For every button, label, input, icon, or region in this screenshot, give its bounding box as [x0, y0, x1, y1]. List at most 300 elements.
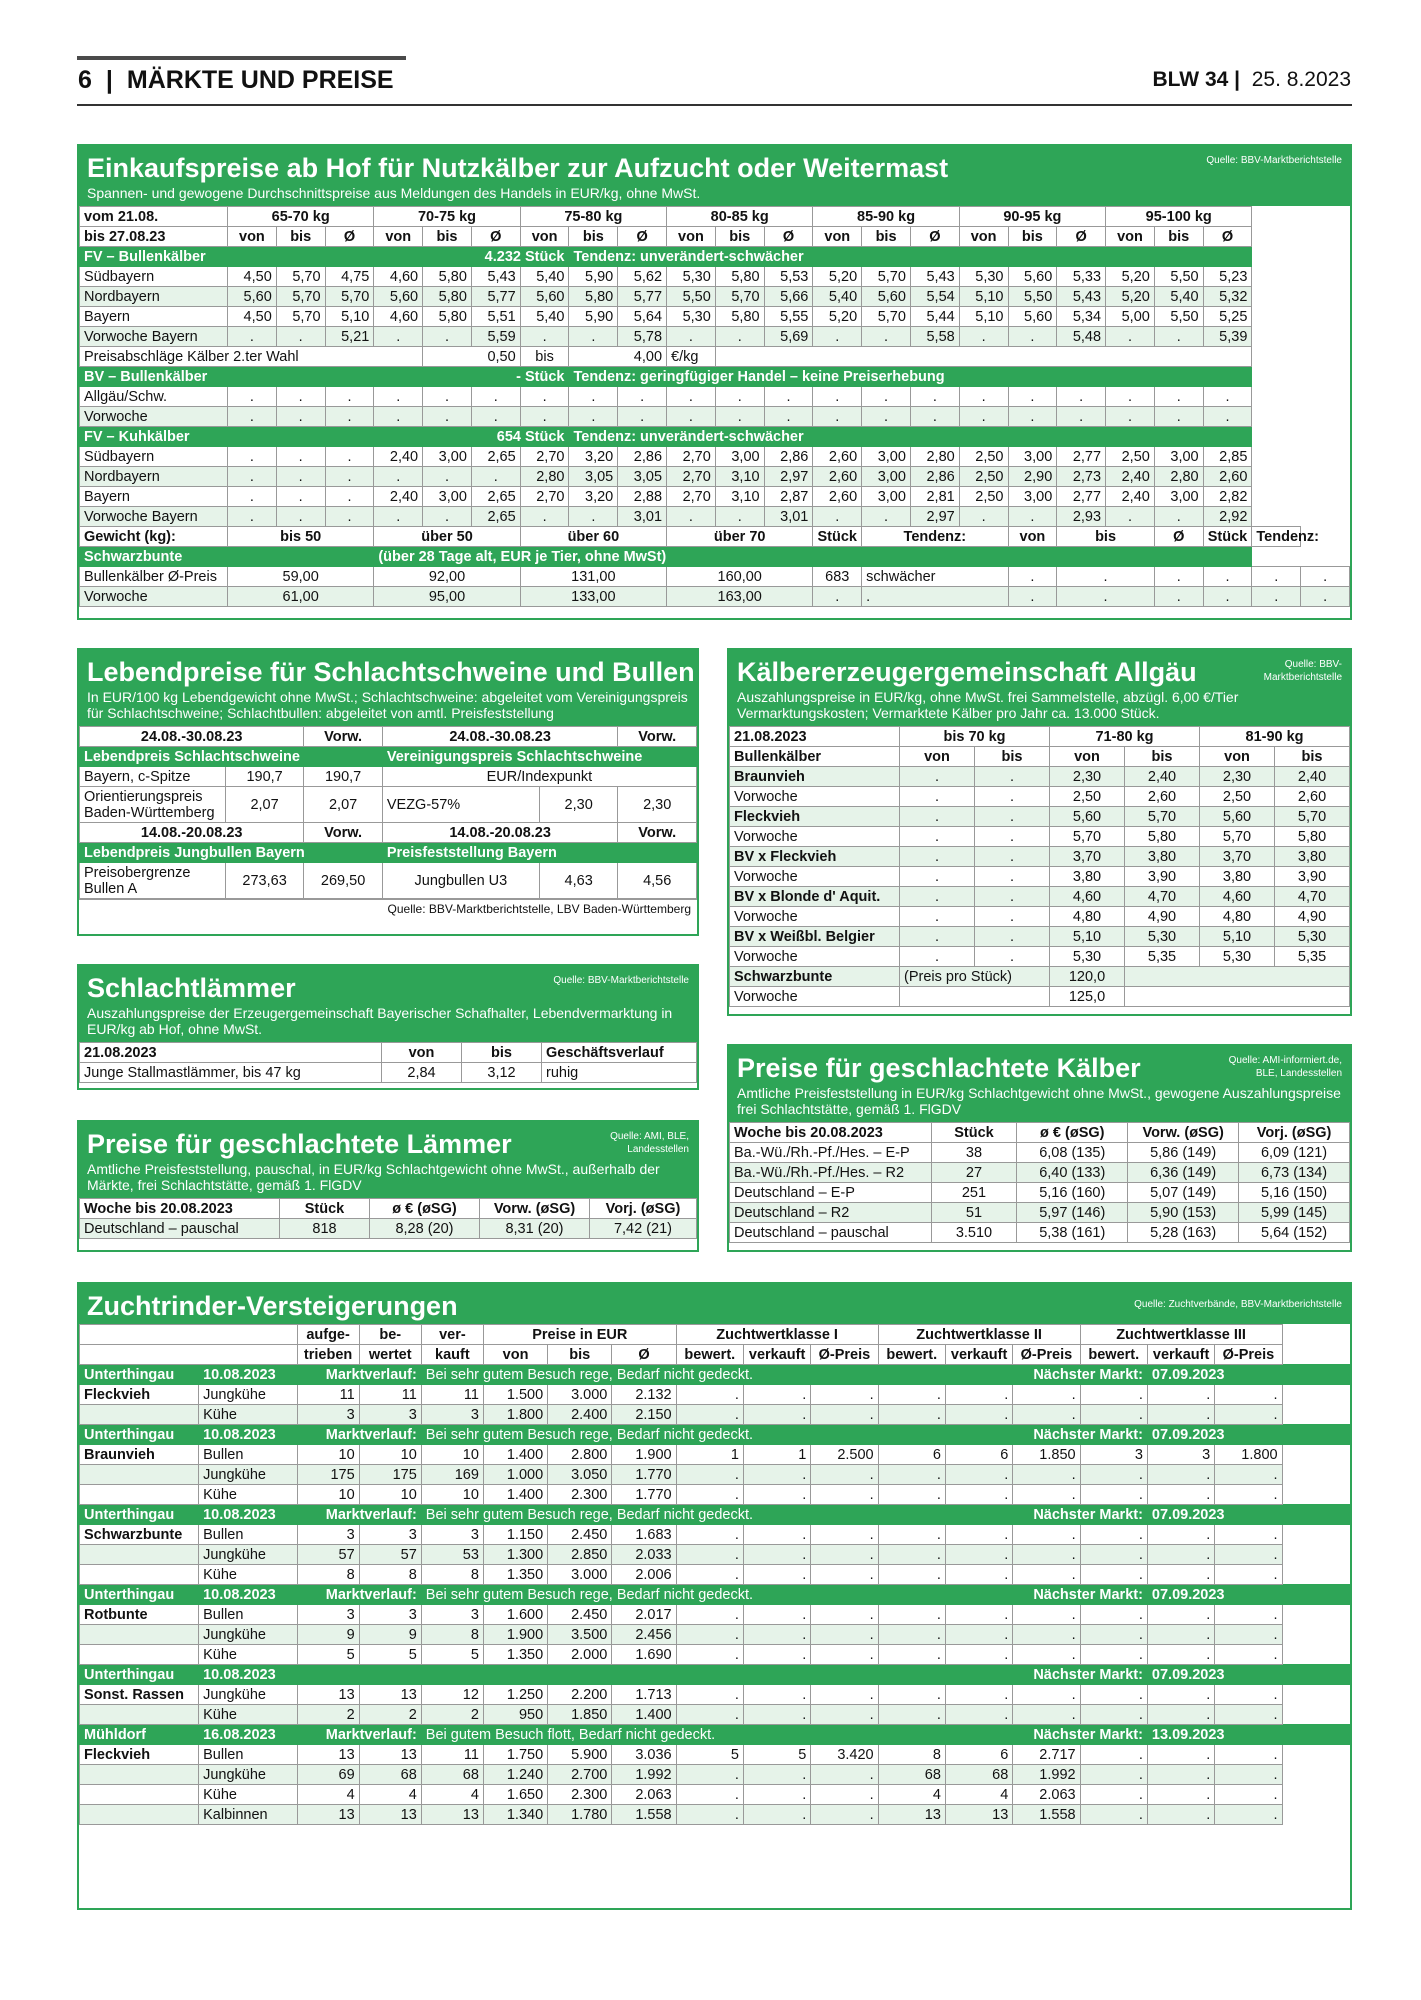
table-cell: . [676, 1685, 743, 1705]
lambs-cell: ruhig [542, 1063, 697, 1083]
table-cell: Bullen [199, 1525, 297, 1545]
table-cell: . [811, 1805, 878, 1825]
table-cell: 5,20 [1106, 287, 1155, 307]
breeding-th: Ø-Preis [811, 1345, 878, 1365]
table-cell: . [676, 1805, 743, 1825]
table-cell: . [276, 387, 325, 407]
table-cell: . [878, 1545, 945, 1565]
sub-header: von [900, 747, 975, 767]
table-cell: 1.780 [548, 1805, 612, 1825]
table-cell: . [1080, 1765, 1147, 1785]
table-cell: Vorwoche [80, 407, 228, 427]
table-cell: 4 [945, 1785, 1012, 1805]
table-row [730, 1143, 1350, 1163]
table-cell: . [228, 487, 277, 507]
table-cell: 5,70 [1125, 807, 1200, 827]
table-cell: 2,60 [1275, 787, 1350, 807]
table-cell: . [325, 447, 374, 467]
table-cell: 4,50 [228, 267, 277, 287]
table-cell: 11 [359, 1385, 421, 1405]
market-label [297, 1665, 421, 1685]
table-cell: . [813, 587, 862, 607]
table-row [80, 547, 1350, 567]
table-cell: 5,60 [1200, 807, 1275, 827]
table-cell: 2,40 [1106, 487, 1155, 507]
table-cell: 11 [421, 1745, 483, 1765]
table-cell: 3.510 [931, 1223, 1017, 1243]
table-cell: BV x Fleckvieh [730, 847, 900, 867]
table-cell: Jungkühe [199, 1625, 297, 1645]
table-cell: 10 [297, 1445, 359, 1465]
table-cell: . [1215, 1685, 1282, 1705]
slambs-cell: 7,42 (21) [590, 1219, 697, 1239]
table-cell: . [878, 1525, 945, 1545]
pigs-cell: Preisobergrenze Bullen A [80, 863, 226, 899]
table-cell: . [1013, 1605, 1080, 1625]
table-row [80, 1365, 1350, 1385]
table-row [730, 767, 1350, 787]
surcharge-value-2: 4,00 [569, 347, 667, 367]
table-cell: . [862, 587, 1008, 607]
table-cell: 6,73 (134) [1239, 1163, 1350, 1183]
table-cell: 3 [359, 1525, 421, 1545]
table-cell: 2,92 [1203, 507, 1252, 527]
table-cell: . [900, 907, 975, 927]
table-cell [1282, 1425, 1349, 1445]
table-cell: 3,20 [569, 447, 618, 467]
table-row [80, 1765, 1350, 1785]
table-cell: . [878, 1405, 945, 1425]
sub-header: bis [1008, 227, 1057, 247]
table-cell: 2.033 [612, 1545, 676, 1565]
table-cell: . [676, 1645, 743, 1665]
breeding-th: Zuchtwertklasse II [878, 1325, 1080, 1345]
table-cell: . [1080, 1545, 1147, 1565]
table-cell: . [471, 467, 520, 487]
table-cell: . [945, 1645, 1012, 1665]
table-cell: 3,10 [715, 487, 764, 507]
table-cell: 3.036 [612, 1745, 676, 1765]
table-cell: 5,30 [667, 307, 716, 327]
table-cell: 2,65 [471, 507, 520, 527]
schwarz-price: 120,0 [1050, 967, 1125, 987]
table-cell: Deutschland – E-P [730, 1183, 932, 1203]
table-cell: 5,30 [959, 267, 1008, 287]
table-cell: 5,30 [1200, 947, 1275, 967]
table-cell: 131,00 [520, 567, 666, 587]
table-cell: . [676, 1465, 743, 1485]
table-cell: 1.558 [612, 1805, 676, 1825]
table-cell: Allgäu/Schw. [80, 387, 228, 407]
table-cell: 2 [297, 1705, 359, 1725]
table-cell: 5,28 (163) [1128, 1223, 1239, 1243]
table-cell: 3,00 [423, 447, 472, 467]
table-cell: . [743, 1645, 810, 1665]
table-cell: . [1106, 507, 1155, 527]
table-cell: 3.050 [548, 1465, 612, 1485]
table-cell: . [743, 1485, 810, 1505]
table-cell: BV x Blonde d' Aquit. [730, 887, 900, 907]
table-row [730, 887, 1350, 907]
table-cell: 3 [421, 1525, 483, 1545]
table-cell: 5,16 (150) [1239, 1183, 1350, 1203]
table-row [730, 827, 1350, 847]
table-cell: 1.350 [483, 1645, 547, 1665]
table-cell: . [878, 1605, 945, 1625]
slaughter-lambs-box [77, 1120, 699, 1252]
table-cell: 2,65 [471, 447, 520, 467]
table-cell: 2,70 [520, 447, 569, 467]
market-place: Mühldorf [80, 1725, 199, 1745]
table-cell: 57 [297, 1545, 359, 1565]
table-cell: 5,70 [1050, 827, 1125, 847]
table-cell: . [520, 407, 569, 427]
table-cell: . [1013, 1705, 1080, 1725]
market-label: Marktverlauf: [297, 1585, 421, 1605]
table-cell: 3,00 [1154, 487, 1203, 507]
table-cell: 5,44 [910, 307, 959, 327]
table-cell: 3 [421, 1405, 483, 1425]
table-row [730, 1163, 1350, 1183]
breed-label: Braunvieh [80, 1445, 199, 1465]
table-row [80, 267, 1350, 287]
table-row [80, 1585, 1350, 1605]
table-cell: 2,77 [1057, 487, 1106, 507]
table-cell: 4,90 [1125, 907, 1200, 927]
table-cell [80, 1765, 199, 1785]
next-label: Nächster Markt: [1013, 1585, 1148, 1605]
table-cell: 169 [421, 1465, 483, 1485]
pigs-cell: 190,7 [225, 767, 304, 787]
breeding-th: verkauft [743, 1345, 810, 1365]
table-cell: Nordbayern [80, 287, 228, 307]
table-row [80, 1705, 1350, 1725]
market-desc: Bei gutem Besuch flott, Bedarf nicht gedeckt. [421, 1725, 1012, 1745]
table-cell: . [862, 327, 911, 347]
table-cell: 5,35 [1275, 947, 1350, 967]
sub-header: bis [1154, 227, 1203, 247]
table-cell: 5,50 [667, 287, 716, 307]
lambs-title-bar [79, 966, 697, 1042]
pigs-cell: Orientierungspreis Baden-Württemberg [80, 787, 226, 823]
table-cell: . [1147, 1385, 1214, 1405]
table-cell: 5,66 [764, 287, 813, 307]
schwarz-note: (Preis pro Stück) [900, 967, 1050, 987]
sub-header: von [1106, 227, 1155, 247]
table-cell: 5,40 [1154, 287, 1203, 307]
market-desc: Bei sehr gutem Besuch rege, Bedarf nicht gedeckt. [421, 1585, 1012, 1605]
table-cell: 5,70 [862, 267, 911, 287]
table-cell: Vorwoche [730, 867, 900, 887]
table-cell: 5,51 [471, 307, 520, 327]
table-cell: 1.300 [483, 1545, 547, 1565]
table-cell: 10 [297, 1485, 359, 1505]
table-row [80, 427, 1350, 447]
table-cell: 5,64 (152) [1239, 1223, 1350, 1243]
table-cell: . [1215, 1745, 1282, 1765]
table-cell: . [811, 1465, 878, 1485]
table-cell: 2,50 [1200, 787, 1275, 807]
sub-header: Ø [471, 227, 520, 247]
table-cell: 92,00 [374, 567, 520, 587]
market-date: 10.08.2023 [199, 1665, 297, 1685]
lambs-cell: 2,84 [382, 1063, 462, 1083]
breeding-th: verkauft [1147, 1345, 1214, 1365]
table-cell: 2,40 [374, 447, 423, 467]
table-cell: Braunvieh [730, 767, 900, 787]
table-cell: 2,30 [1200, 767, 1275, 787]
pigs-source: Quelle: BBV-Marktberichtstelle, LBV Baden-Württemberg [79, 899, 697, 918]
table-cell: 1 [676, 1445, 743, 1465]
slambs-source: Quelle: AMI, BLE, Landesstellen [610, 1131, 689, 1155]
pigs-prev-header-2: Vorw. [618, 727, 697, 747]
table-cell: . [975, 947, 1050, 967]
weight-col: Stück [813, 527, 862, 547]
table-cell: 3,90 [1125, 867, 1200, 887]
table-cell: . [975, 927, 1050, 947]
table-cell: . [743, 1385, 810, 1405]
table-cell: . [878, 1385, 945, 1405]
table-cell: 3,00 [715, 447, 764, 467]
table-cell: . [676, 1705, 743, 1725]
sub-header: bis [975, 747, 1050, 767]
scalves-th: Vorj. (øSG) [1239, 1123, 1350, 1143]
pigs-section-2: Vereinigungspreis Schlachtschweine [382, 747, 696, 767]
table-cell: 2,50 [1106, 447, 1155, 467]
table-row [80, 1545, 1350, 1565]
breed-label: Fleckvieh [80, 1385, 199, 1405]
table-cell: . [1008, 587, 1057, 607]
calves-title-bar [79, 146, 1350, 206]
sub-header: bis [1125, 747, 1200, 767]
table-cell: 4,80 [1200, 907, 1275, 927]
scalves-th: Woche bis 20.08.2023 [730, 1123, 932, 1143]
table-cell: . [945, 1605, 1012, 1625]
table-cell: 5 [297, 1645, 359, 1665]
table-cell: Deutschland – pauschal [730, 1223, 932, 1243]
table-cell: . [1106, 327, 1155, 347]
table-cell: . [1203, 407, 1252, 427]
table-cell: . [975, 907, 1050, 927]
table-cell: . [1203, 587, 1252, 607]
table-row [80, 1745, 1350, 1765]
table-cell [1282, 1665, 1349, 1685]
table-cell: 5,70 [276, 307, 325, 327]
table-cell: . [676, 1625, 743, 1645]
table-cell [80, 1485, 199, 1505]
breeding-th: Zuchtwertklasse I [676, 1325, 878, 1345]
table-cell: schwächer [862, 567, 1008, 587]
table-cell: . [1080, 1525, 1147, 1545]
pigs-cell: 2,30 [539, 787, 618, 823]
table-cell: . [1008, 507, 1057, 527]
table-cell: . [945, 1565, 1012, 1585]
table-cell: 4,60 [374, 307, 423, 327]
table-cell: Vorwoche [730, 827, 900, 847]
table-cell: 2.300 [548, 1785, 612, 1805]
table-cell: . [1147, 1565, 1214, 1585]
table-cell: 2.450 [548, 1605, 612, 1625]
table-cell: 2,86 [764, 447, 813, 467]
table-cell: 5,77 [618, 287, 667, 307]
table-cell: 10 [359, 1485, 421, 1505]
table-cell: 5,55 [764, 307, 813, 327]
table-cell: 4,90 [1275, 907, 1350, 927]
weight-label: Gewicht (kg): [80, 527, 228, 547]
pigs-table [79, 726, 697, 899]
market-desc [421, 1665, 1012, 1685]
table-cell: 5,80 [1125, 827, 1200, 847]
next-label: Nächster Markt: [1013, 1725, 1148, 1745]
table-cell: 2,97 [764, 467, 813, 487]
table-cell: 2.132 [612, 1385, 676, 1405]
pigs-cell: Jungbullen U3 [382, 863, 539, 899]
table-cell: 6,08 (135) [1017, 1143, 1128, 1163]
table-cell: 13 [297, 1805, 359, 1825]
table-cell: Nordbayern [80, 467, 228, 487]
table-cell: 2,60 [813, 467, 862, 487]
table-row [730, 747, 1350, 767]
table-cell: . [743, 1625, 810, 1645]
table-cell: . [1080, 1685, 1147, 1705]
table-cell: 2,60 [1203, 467, 1252, 487]
table-cell: 2,85 [1203, 447, 1252, 467]
table-cell: Vorwoche [730, 947, 900, 967]
table-cell: 2.500 [811, 1445, 878, 1465]
table-row [730, 847, 1350, 867]
table-cell: 5,99 (145) [1239, 1203, 1350, 1223]
table-cell: . [1013, 1645, 1080, 1665]
table-cell: 68 [878, 1765, 945, 1785]
table-cell: 2.150 [612, 1405, 676, 1425]
table-cell: . [811, 1705, 878, 1725]
table-cell: . [423, 467, 472, 487]
market-label: Marktverlauf: [297, 1505, 421, 1525]
weight-header: 81-90 kg [1200, 727, 1350, 747]
table-cell: 5,35 [1125, 947, 1200, 967]
table-cell: Bullen [199, 1445, 297, 1465]
table-cell: . [325, 407, 374, 427]
table-cell: 3.000 [548, 1565, 612, 1585]
table-cell: 5,70 [715, 287, 764, 307]
pigs-section-4: Preisfeststellung Bayern [382, 843, 696, 863]
table-row [730, 927, 1350, 947]
weight-header: 95-100 kg [1106, 207, 1252, 227]
table-cell: . [743, 1805, 810, 1825]
table-cell: . [715, 507, 764, 527]
table-cell: 5,70 [1275, 807, 1350, 827]
table-cell: 1.770 [612, 1465, 676, 1485]
table-cell: . [743, 1705, 810, 1725]
table-cell: 68 [359, 1765, 421, 1785]
table-cell: . [959, 407, 1008, 427]
table-cell: . [1057, 567, 1155, 587]
market-place: Unterthingau [80, 1585, 199, 1605]
table-cell: 3,00 [1008, 487, 1057, 507]
table-cell: . [228, 507, 277, 527]
table-cell: 5,32 [1203, 287, 1252, 307]
table-cell: . [1013, 1685, 1080, 1705]
table-cell: . [1080, 1645, 1147, 1665]
table-cell: 251 [931, 1183, 1017, 1203]
scalves-source: Quelle: AMI-informiert.de, BLE, Landesstellen [1228, 1055, 1342, 1079]
table-cell: . [569, 507, 618, 527]
table-row [80, 327, 1350, 347]
table-cell: . [862, 407, 911, 427]
table-cell: . [975, 867, 1050, 887]
table-cell [1282, 1365, 1349, 1385]
table-cell: 3 [1147, 1445, 1214, 1465]
table-cell: 2,77 [1057, 447, 1106, 467]
period-end: bis 27.08.23 [80, 227, 228, 247]
breeding-th: wertet [359, 1345, 421, 1365]
breeding-th: aufge- [297, 1325, 359, 1345]
sub-header: von [1200, 747, 1275, 767]
table-cell: . [1301, 567, 1350, 587]
table-cell: . [1057, 407, 1106, 427]
table-cell: 3,80 [1200, 867, 1275, 887]
table-row [730, 1123, 1350, 1143]
next-date: 07.09.2023 [1147, 1505, 1282, 1525]
table-cell: 2,50 [959, 467, 1008, 487]
table-cell: 6 [945, 1445, 1012, 1465]
table-cell: . [1147, 1745, 1214, 1765]
sub-header: bis [715, 227, 764, 247]
table-cell: 5,20 [1106, 267, 1155, 287]
table-cell: . [276, 507, 325, 527]
table-cell: 12 [421, 1685, 483, 1705]
table-cell: . [975, 807, 1050, 827]
table-cell: 5,86 (149) [1128, 1143, 1239, 1163]
table-cell: . [1252, 567, 1301, 587]
breeding-table [79, 1324, 1350, 1825]
table-cell: . [1154, 327, 1203, 347]
table-cell: . [715, 327, 764, 347]
lambs-th: von [382, 1043, 462, 1063]
table-cell: 5,70 [276, 287, 325, 307]
table-cell: 133,00 [520, 587, 666, 607]
table-cell: . [1013, 1405, 1080, 1425]
table-row [80, 407, 1350, 427]
market-date: 16.08.2023 [199, 1725, 297, 1745]
table-cell: 1.850 [548, 1705, 612, 1725]
table-cell: . [1080, 1405, 1147, 1425]
section-count: 4.232 Stück [423, 247, 569, 267]
table-cell: . [743, 1565, 810, 1585]
page-header-right: BLW 34 | 25. 8.2023 [1152, 68, 1351, 91]
pigs-cell: Bayern, c-Spitze [80, 767, 226, 787]
table-cell: . [520, 387, 569, 407]
table-cell: . [1215, 1765, 1282, 1785]
scalves-title-bar [729, 1046, 1350, 1122]
table-cell: . [878, 1685, 945, 1705]
table-cell: 3 [359, 1405, 421, 1425]
pigs-prev-header-3: Vorw. [304, 823, 383, 843]
table-cell: . [276, 407, 325, 427]
pigs-title-bar [79, 650, 697, 726]
table-cell: . [1147, 1525, 1214, 1545]
sub-header: Ø [325, 227, 374, 247]
table-cell: 5,62 [618, 267, 667, 287]
table-cell: . [878, 1485, 945, 1505]
sub-header: Ø [764, 227, 813, 247]
table-row [80, 1505, 1350, 1525]
table-cell: 2.456 [612, 1625, 676, 1645]
table-cell: 2,30 [1050, 767, 1125, 787]
pigs-subtitle: In EUR/100 kg Lebendgewicht ohne MwSt.; Schlachtschweine: abgeleitet vom Vereinigungspreis für Schlachtschweine; Schlachtbullen: abgeleitet von amtl. Preisfeststellung [87, 689, 688, 721]
table-cell: 5,90 (153) [1128, 1203, 1239, 1223]
table-cell: . [811, 1785, 878, 1805]
